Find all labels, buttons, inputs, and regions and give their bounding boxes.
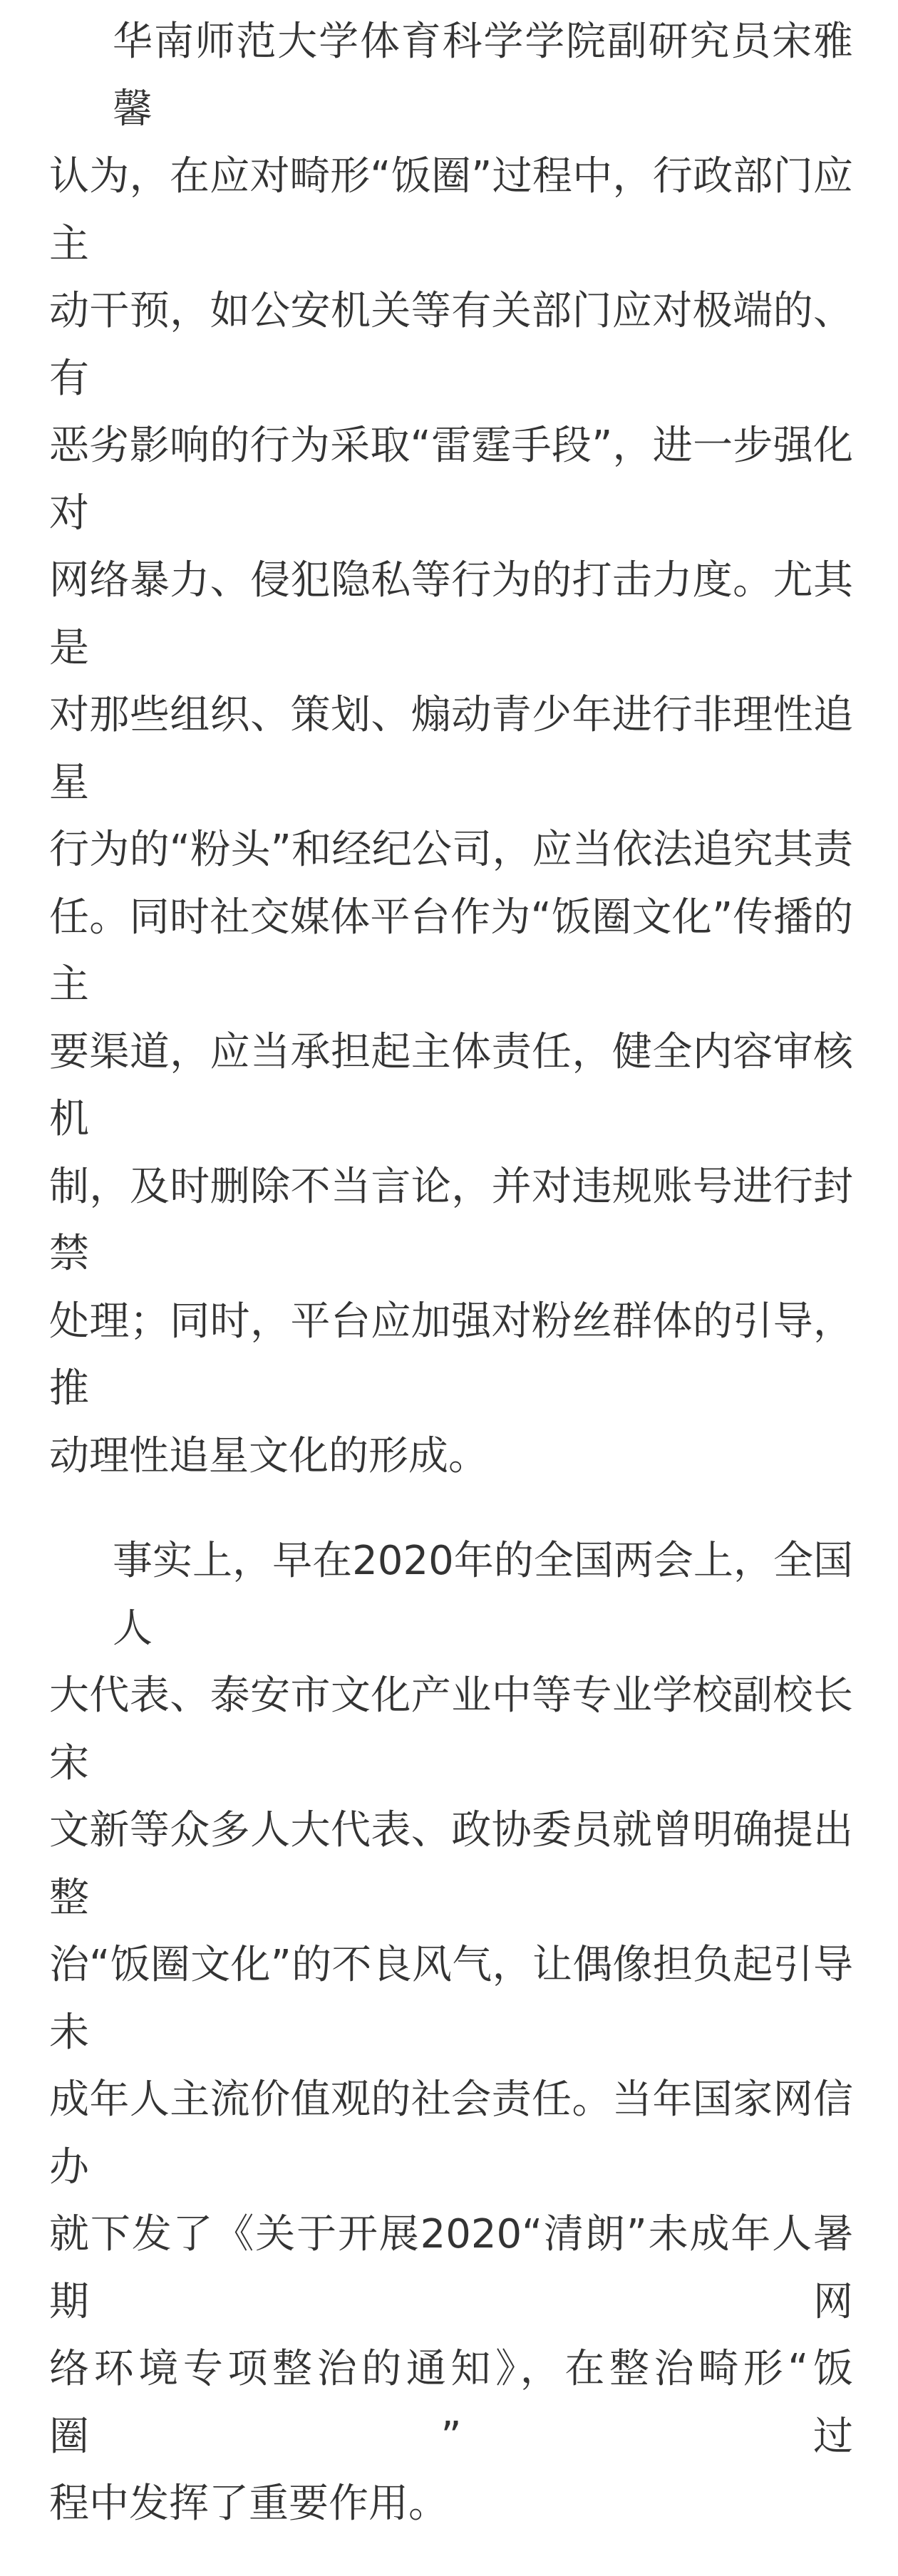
text-line: 治“饭圈文化”的不良风气，让偶像担负起引导未 [49, 1942, 853, 2056]
text-line: 文新等众多人大代表、政协委员就曾明确提出整 [49, 1807, 853, 1921]
text-line: 程中发挥了重要作用。 [49, 2481, 448, 2527]
text-line: 动理性追星文化的形成。 [49, 1432, 488, 1479]
text-line: 要渠道，应当承担起主体责任，健全内容审核机 [49, 1028, 853, 1142]
text-line: 动干预，如公安机关等有关部门应对极端的、有 [49, 288, 853, 402]
text-line: 华南师范大学体育科学学院副研究员宋雅馨 [113, 19, 853, 133]
text-line: 制，及时删除不当言论，并对违规账号进行封禁 [49, 1163, 853, 1277]
text-line: 事实上，早在2020年的全国两会上，全国人 [113, 1538, 853, 1652]
paragraph-1 [49, 9, 853, 1490]
text-line: 就下发了《关于开展2020“清朗”未成年人暑期网 [49, 2211, 853, 2325]
text-line: 行为的“粉头”和经纪公司，应当依法追究其责 [49, 827, 853, 873]
text-line: 认为，在应对畸形“饭圈”过程中，行政部门应主 [49, 153, 853, 267]
text-line: 成年人主流价值观的社会责任。当年国家网信办 [49, 2076, 853, 2190]
text-line: 恶劣影响的行为采取“雷霆手段”，进一步强化对 [49, 423, 853, 537]
text-line: 络环境专项整治的通知》，在整治畸形“饭圈”过 [49, 2346, 853, 2460]
text-line: 处理；同时，平台应加强对粉丝群体的引导，推 [49, 1298, 853, 1412]
paragraph-2 [49, 1528, 853, 2538]
text-line: 大代表、泰安市文化产业中等专业学校副校长宋 [49, 1672, 853, 1786]
text-line: 对那些组织、策划、煽动青少年进行非理性追星 [49, 692, 853, 806]
text-line: 任。同时社交媒体平台作为“饭圈文化”传播的主 [49, 894, 853, 1008]
text-line: 网络暴力、侵犯隐私等行为的打击力度。尤其是 [49, 557, 853, 671]
article-body [49, 9, 853, 2576]
